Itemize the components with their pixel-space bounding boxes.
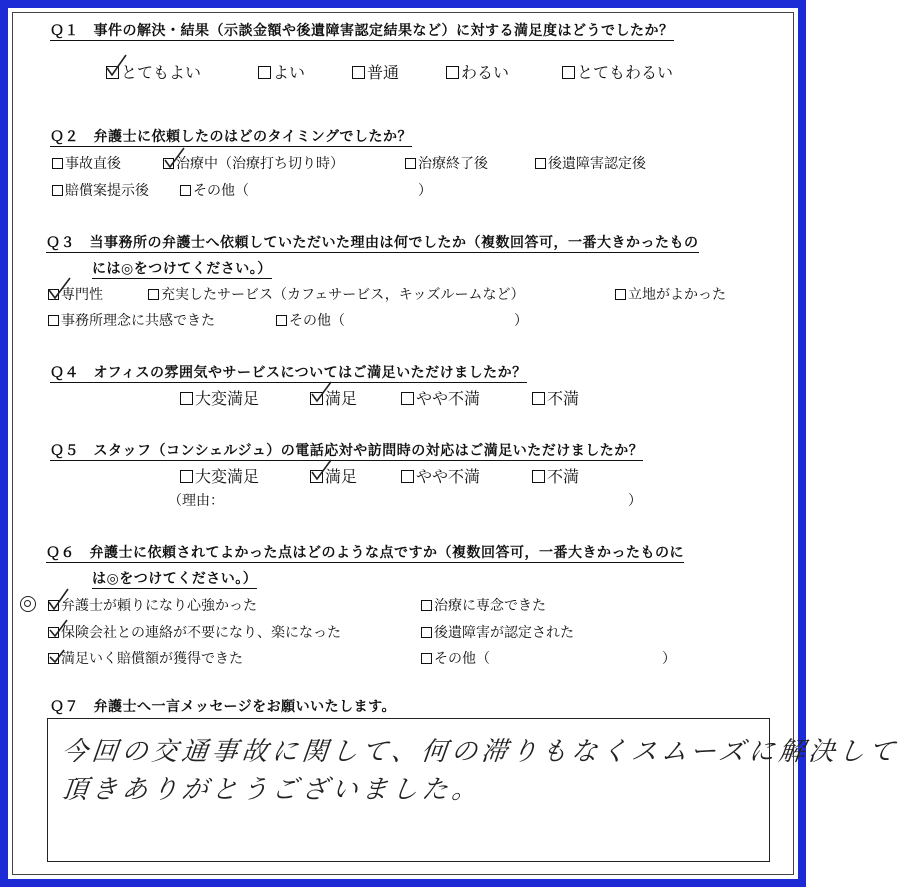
- q6-title-line1: Ｑ６ 弁護士に依頼されてよかった点はどのような点ですか（複数回答可，一番大きかったものに: [46, 545, 684, 561]
- checkbox[interactable]: [562, 66, 575, 79]
- option-label: 治療終了後: [418, 156, 488, 172]
- q3-other-close: ）: [514, 313, 528, 329]
- q5-option-3[interactable]: [401, 464, 480, 487]
- option-label: とてもわるい: [577, 63, 674, 82]
- checkbox[interactable]: [180, 470, 193, 483]
- option-label: 充実したサービス（カフェサービス，キッズルームなど）: [161, 287, 525, 303]
- q3-title-line1: Ｑ３ 当事務所の弁護士へ依頼していただいた理由は何でしたか（複数回答可，一番大きかったもの: [46, 235, 699, 251]
- q6-other-close: ）: [662, 651, 676, 667]
- q3-title-line2: には◎をつけてください。）: [92, 261, 272, 277]
- checkbox[interactable]: [535, 158, 546, 169]
- q3-option-4[interactable]: [48, 310, 215, 330]
- checkbox[interactable]: [52, 185, 63, 196]
- checkbox[interactable]: [421, 600, 432, 611]
- q2-option-3[interactable]: [405, 153, 488, 173]
- checkbox[interactable]: [421, 627, 432, 638]
- q2-option-6[interactable]: [180, 180, 249, 200]
- checkbox[interactable]: [421, 653, 432, 664]
- checkbox[interactable]: [180, 185, 191, 196]
- checkbox[interactable]: [48, 627, 59, 638]
- q6-option-2[interactable]: [421, 595, 546, 615]
- q4-option-3[interactable]: [401, 386, 480, 409]
- checkbox[interactable]: [405, 158, 416, 169]
- option-label: 普通: [367, 63, 400, 82]
- checkbox[interactable]: [532, 470, 545, 483]
- q5-option-2[interactable]: [310, 464, 357, 487]
- option-label: 専門性: [61, 287, 103, 303]
- checkbox[interactable]: [401, 392, 414, 405]
- checkbox[interactable]: [52, 158, 63, 169]
- option-label: 立地がよかった: [628, 287, 726, 303]
- option-label: やや不満: [416, 467, 481, 486]
- q6-option-1[interactable]: [48, 595, 257, 615]
- q6-option-4[interactable]: [421, 622, 574, 642]
- q2-option-1[interactable]: [52, 153, 121, 173]
- option-label: 大変満足: [195, 467, 260, 486]
- checkbox[interactable]: [310, 470, 323, 483]
- option-label: その他（: [193, 183, 249, 199]
- q5-title: Ｑ５ スタッフ（コンシェルジュ）の電話応対や訪問時の対応はご満足いただけましたか？: [50, 443, 644, 459]
- checkbox[interactable]: [48, 653, 59, 664]
- q4-option-2[interactable]: [310, 386, 357, 409]
- option-label: やや不満: [416, 389, 481, 408]
- q7-title: Ｑ７ 弁護士へ一言メッセージをお願いいたします。: [50, 699, 397, 715]
- q5-option-4[interactable]: [532, 464, 579, 487]
- option-label: 大変満足: [195, 389, 260, 408]
- checkbox[interactable]: [180, 392, 193, 405]
- q6-option-6[interactable]: [421, 648, 490, 668]
- option-label: 賠償案提示後: [65, 183, 149, 199]
- option-label: その他（: [289, 313, 345, 329]
- checkbox[interactable]: [106, 66, 119, 79]
- q4-option-4[interactable]: [532, 386, 579, 409]
- handwritten-message-line1: 今回の交通事故に関して、何の滞りもなくスムーズに解決して: [60, 737, 901, 767]
- option-label: わるい: [461, 63, 510, 82]
- q3-option-2[interactable]: [148, 284, 524, 304]
- q4-option-1[interactable]: [180, 386, 259, 409]
- checkbox[interactable]: [148, 289, 159, 300]
- q4-title: Ｑ４ オフィスの雰囲気やサービスについてはご満足いただけましたか？: [50, 365, 527, 381]
- q6-option-5[interactable]: [48, 648, 243, 668]
- q3-option-5[interactable]: [276, 310, 345, 330]
- checkbox[interactable]: [310, 392, 323, 405]
- q5-reason-label: （理由：: [168, 493, 224, 509]
- q2-other-close: ）: [418, 183, 432, 199]
- q2-option-4[interactable]: [535, 153, 646, 173]
- option-label: 治療中（治療打ち切り時）: [176, 156, 344, 172]
- checkbox[interactable]: [163, 158, 174, 169]
- q2-option-5[interactable]: [52, 180, 149, 200]
- option-label: よい: [273, 63, 306, 82]
- q5-reason-close: ）: [628, 493, 642, 509]
- checkbox[interactable]: [276, 315, 287, 326]
- checkbox[interactable]: [532, 392, 545, 405]
- q2-option-2[interactable]: [163, 153, 344, 173]
- option-label: 事務所理念に共感できた: [61, 313, 215, 329]
- checkbox[interactable]: [258, 66, 271, 79]
- option-label: 保険会社との連絡が不要になり、楽になった: [61, 625, 341, 641]
- option-label: 治療に専念できた: [434, 598, 546, 614]
- checkbox[interactable]: [446, 66, 459, 79]
- q3-option-1[interactable]: [48, 284, 103, 304]
- q3-option-3[interactable]: [615, 284, 726, 304]
- q1-option-3[interactable]: [352, 60, 399, 83]
- checkbox[interactable]: [48, 600, 59, 611]
- option-label: とてもよい: [121, 63, 202, 82]
- q6-title-line2: は◎をつけてください。）: [92, 571, 258, 587]
- checkbox[interactable]: [48, 315, 59, 326]
- option-label: 満足: [325, 389, 358, 408]
- checkbox[interactable]: [352, 66, 365, 79]
- option-label: 後遺障害が認定された: [434, 625, 574, 641]
- option-label: 満足いく賠償額が獲得できた: [61, 651, 243, 667]
- option-label: 不満: [547, 467, 580, 486]
- handwritten-message-line2: 頂きありがとうございました。: [60, 775, 484, 805]
- q6-option-3[interactable]: [48, 622, 341, 642]
- option-label: 満足: [325, 467, 358, 486]
- q1-option-1[interactable]: [106, 60, 201, 83]
- message-box[interactable]: [47, 718, 901, 862]
- checkbox[interactable]: [615, 289, 626, 300]
- q1-title: Ｑ１ 事件の解決・結果（示談金額や後遺障害認定結果など）に対する満足度はどうでしたか？: [50, 23, 674, 39]
- q1-option-5[interactable]: [562, 60, 673, 83]
- q2-title: Ｑ２ 弁護士に依頼したのはどのタイミングでしたか？: [50, 129, 412, 145]
- q1-option-4[interactable]: [446, 60, 509, 83]
- option-label: 事故直後: [65, 156, 121, 172]
- option-label: その他（: [434, 651, 490, 667]
- checkbox[interactable]: [48, 289, 59, 300]
- option-label: 弁護士が頼りになり心強かった: [61, 598, 257, 614]
- option-label: 不満: [547, 389, 580, 408]
- double-circle-mark-icon: [20, 596, 36, 612]
- q5-option-1[interactable]: [180, 464, 259, 487]
- checkbox[interactable]: [401, 470, 414, 483]
- q1-option-2[interactable]: [258, 60, 305, 83]
- option-label: 後遺障害認定後: [548, 156, 646, 172]
